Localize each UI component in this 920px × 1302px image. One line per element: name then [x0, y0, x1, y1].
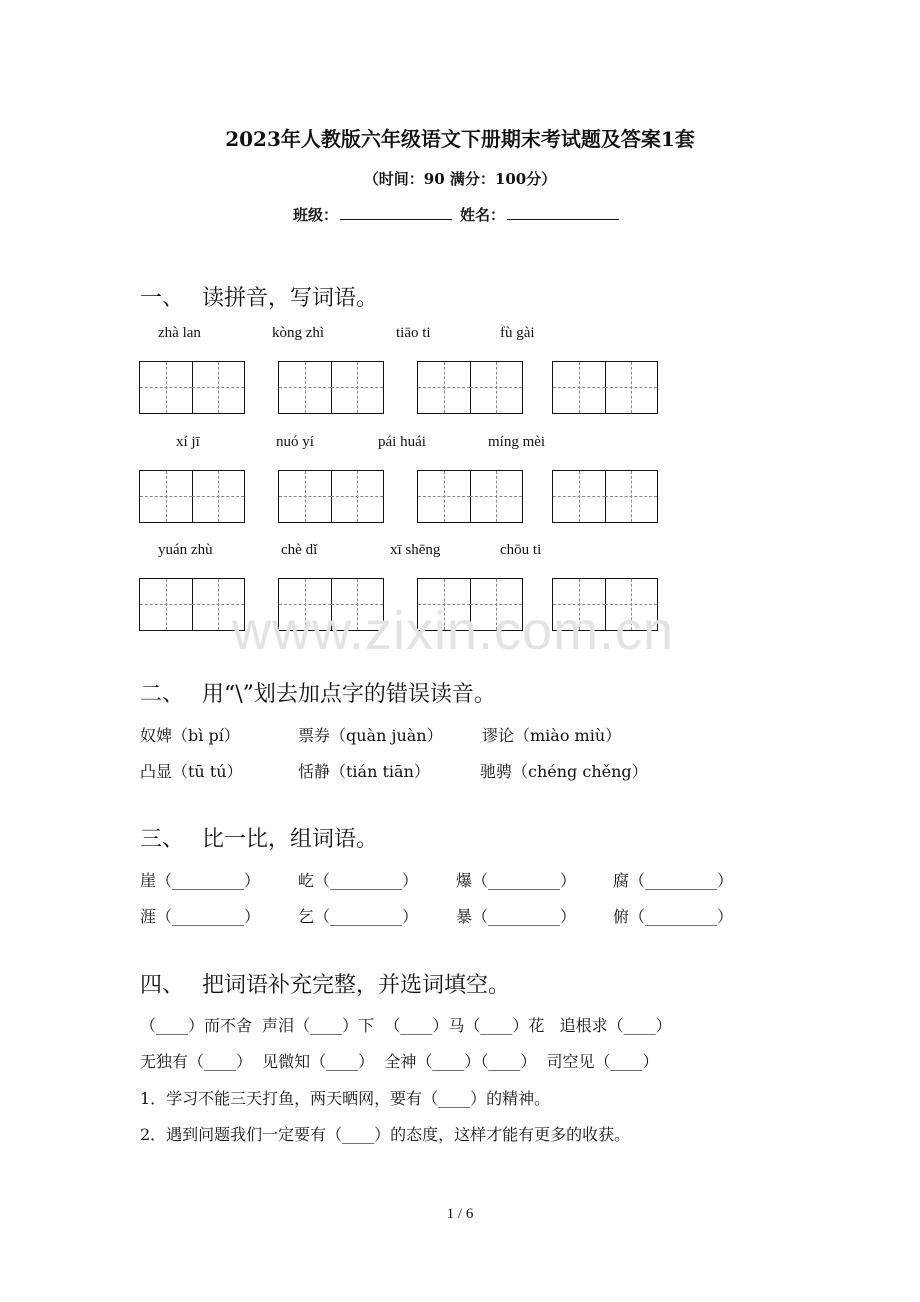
pinyin-label: pái huái [378, 434, 426, 450]
writing-grid[interactable] [278, 470, 384, 523]
compare-item[interactable]: 崖（_________） [140, 871, 261, 890]
reading-item: 驰骋（chéng chěng） [480, 762, 648, 781]
writing-grid[interactable] [139, 361, 245, 414]
class-blank[interactable] [340, 205, 452, 220]
reading-item: 谬论（miào miù） [482, 726, 622, 745]
reading-item: 凸显（tū tú） [140, 762, 243, 781]
writing-cell[interactable] [331, 362, 383, 413]
section-title: 用“\”划去加点字的错误读音。 [202, 682, 496, 707]
writing-grid[interactable] [278, 361, 384, 414]
writing-cell[interactable] [470, 471, 522, 522]
section-3-heading [140, 822, 378, 853]
sentence-fill-line[interactable]: 2．遇到问题我们一定要有（____）的态度，这样才能有更多的收获。 [140, 1125, 631, 1144]
writing-cell[interactable] [553, 362, 606, 413]
writing-cell[interactable] [605, 471, 657, 522]
reading-item: 恬静（tián tiān） [298, 762, 430, 781]
writing-cell[interactable] [605, 362, 657, 413]
student-info-line [0, 204, 920, 225]
class-label: 班级： [292, 206, 338, 224]
pinyin-label: yuán zhù [158, 542, 213, 558]
compare-item[interactable]: 俯（_________） [613, 907, 734, 926]
section-title: 比一比，组词语。 [202, 827, 379, 852]
section-title: 读拼音，写词语。 [202, 286, 379, 311]
writing-cell[interactable] [470, 362, 522, 413]
pinyin-label: fù gài [500, 325, 535, 341]
writing-grid[interactable] [417, 361, 523, 414]
writing-cell[interactable] [140, 471, 193, 522]
compare-item[interactable]: 爆（_________） [456, 871, 577, 890]
writing-grid[interactable] [139, 578, 245, 631]
pinyin-label: chè dǐ [281, 542, 318, 558]
compare-item[interactable]: 乞（_________） [298, 907, 419, 926]
pinyin-label: chōu ti [500, 542, 542, 558]
section-title: 把词语补充完整，并选词填空。 [202, 973, 511, 998]
name-blank[interactable] [507, 205, 619, 220]
idiom-fill-line[interactable]: （____）而不舍 声泪（____）下 （____）马（____）花 追根求（____） [140, 1016, 672, 1035]
section-number: 二、 [140, 682, 185, 707]
writing-grid[interactable] [552, 470, 658, 523]
watermark: www.zixin.com.cn [232, 601, 675, 661]
section-number: 一、 [140, 286, 185, 311]
section-1-heading [140, 281, 378, 312]
pinyin-label: tiāo ti [396, 325, 431, 341]
writing-grid[interactable] [417, 470, 523, 523]
writing-grid[interactable] [139, 470, 245, 523]
section-2-heading [140, 677, 496, 708]
writing-cell[interactable] [279, 362, 332, 413]
compare-item[interactable]: 屹（_________） [298, 871, 419, 890]
section-4-heading [140, 968, 510, 999]
writing-cell[interactable] [140, 579, 193, 630]
compare-item[interactable]: 腐（_________） [613, 871, 734, 890]
name-label: 姓名： [460, 206, 506, 224]
writing-cell[interactable] [331, 471, 383, 522]
writing-cell[interactable] [418, 362, 471, 413]
writing-grid[interactable] [552, 361, 658, 414]
document-title: 2023年人教版六年级语文下册期末考试题及答案1套 [225, 127, 695, 151]
exam-info: （时间：90 满分：100分） [363, 170, 557, 188]
writing-cell[interactable] [418, 471, 471, 522]
pinyin-label: zhà lan [158, 325, 201, 341]
writing-cell[interactable] [553, 471, 606, 522]
writing-cell[interactable] [279, 471, 332, 522]
reading-item: 奴婢（bì pí） [140, 726, 240, 745]
writing-cell[interactable] [192, 362, 244, 413]
section-number: 三、 [140, 827, 185, 852]
pinyin-label: kòng zhì [272, 325, 325, 341]
page-number: 1 / 6 [446, 1206, 474, 1222]
writing-cell[interactable] [140, 362, 193, 413]
reading-item: 票券（quàn juàn） [298, 726, 443, 745]
writing-cell[interactable] [192, 471, 244, 522]
pinyin-label: nuó yí [276, 434, 314, 450]
pinyin-label: xí jī [176, 434, 200, 450]
idiom-fill-line[interactable]: 无独有（____） 见微知（____） 全神（____）（____） 司空见（____） [140, 1052, 659, 1071]
sentence-fill-line[interactable]: 1．学习不能三天打鱼，两天晒网，要有（____）的精神。 [140, 1089, 551, 1108]
pinyin-label: xī shēng [390, 542, 441, 558]
compare-item[interactable]: 涯（_________） [140, 907, 261, 926]
section-number: 四、 [140, 973, 185, 998]
pinyin-label: míng mèi [488, 434, 546, 450]
compare-item[interactable]: 暴（_________） [456, 907, 577, 926]
